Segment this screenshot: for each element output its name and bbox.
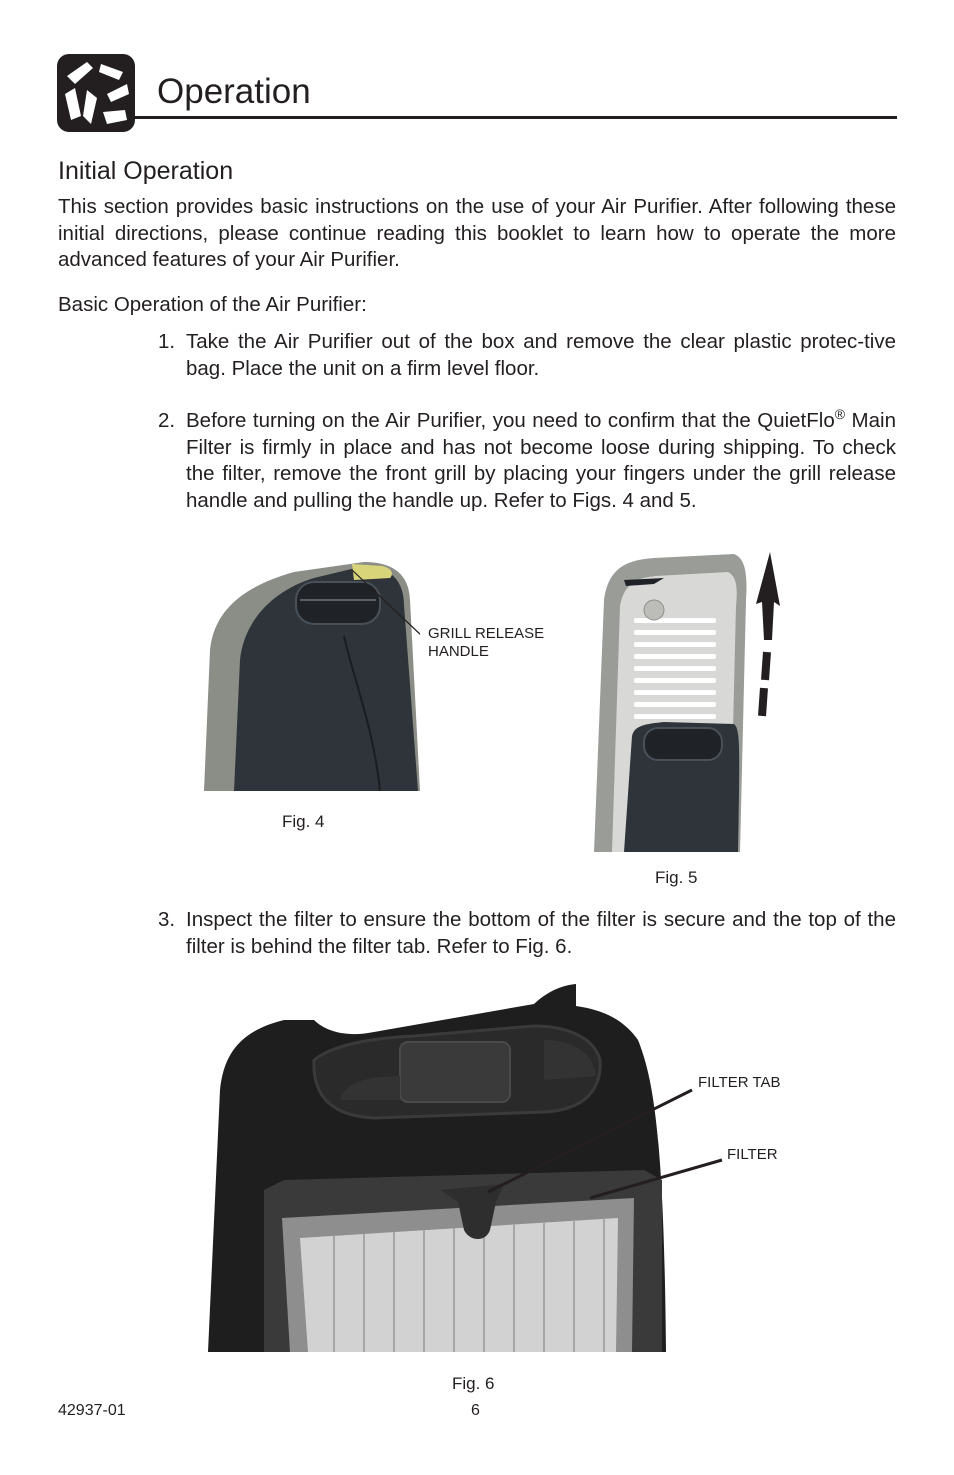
step-1 <box>158 329 896 382</box>
page-number: 6 <box>471 1402 480 1419</box>
label-line: HANDLE <box>428 643 489 660</box>
document-number: 42937-01 <box>58 1402 126 1419</box>
step-number: 1. <box>158 330 176 353</box>
figure-6-caption: Fig. 6 <box>452 1374 495 1393</box>
filter-tab-label: FILTER TAB <box>698 1074 781 1091</box>
step-text-part: Before turning on the Air Purifier, you need to confirm that the QuietFlo <box>186 409 835 432</box>
figure-4-grill-release-handle <box>204 560 420 791</box>
label-line: GRILL RELEASE <box>428 625 545 642</box>
figure-6-filter-and-tab <box>204 980 794 1352</box>
basic-operation-heading: Basic Operation of the Air Purifier: <box>58 293 367 316</box>
section-heading: Initial Operation <box>58 157 234 185</box>
step-text-part: Main Filter is firmly in place and has not become loose during shipping. To check the filter, remove the front grill by placing your fingers under the grill release handle and pulling the handle up. Refer to Figs. 4 and 5. <box>186 409 896 512</box>
page-title: Operation <box>157 72 311 111</box>
step-number: 3. <box>158 908 176 931</box>
step-text: Take the Air Purifier out of the box and remove the clear plastic protec-tive bag. Place the unit on a firm level floor. <box>186 330 896 380</box>
manual-brand-logo-icon <box>57 54 135 132</box>
figure-5-grill-removed <box>594 540 794 852</box>
filter-label: FILTER <box>727 1146 778 1163</box>
header-rule <box>135 116 897 119</box>
intro-paragraph: This section provides basic instructions on the use of your Air Purifier. After following these initial directions, please continue reading this booklet to learn how to operate the more advanced features of your Air Purifier. <box>58 195 896 271</box>
step-number: 2. <box>158 409 176 432</box>
step-3 <box>158 907 896 960</box>
step-text: Inspect the filter to ensure the bottom of the filter is secure and the top of the filter is behind the filter tab. Refer to Fig. 6. <box>186 908 896 958</box>
step-text <box>186 408 896 514</box>
grill-release-handle-label <box>428 625 568 661</box>
figure-4-caption: Fig. 4 <box>282 812 325 831</box>
figure-5-caption: Fig. 5 <box>655 868 698 887</box>
registered-mark: ® <box>834 406 846 423</box>
step-2 <box>158 408 896 514</box>
